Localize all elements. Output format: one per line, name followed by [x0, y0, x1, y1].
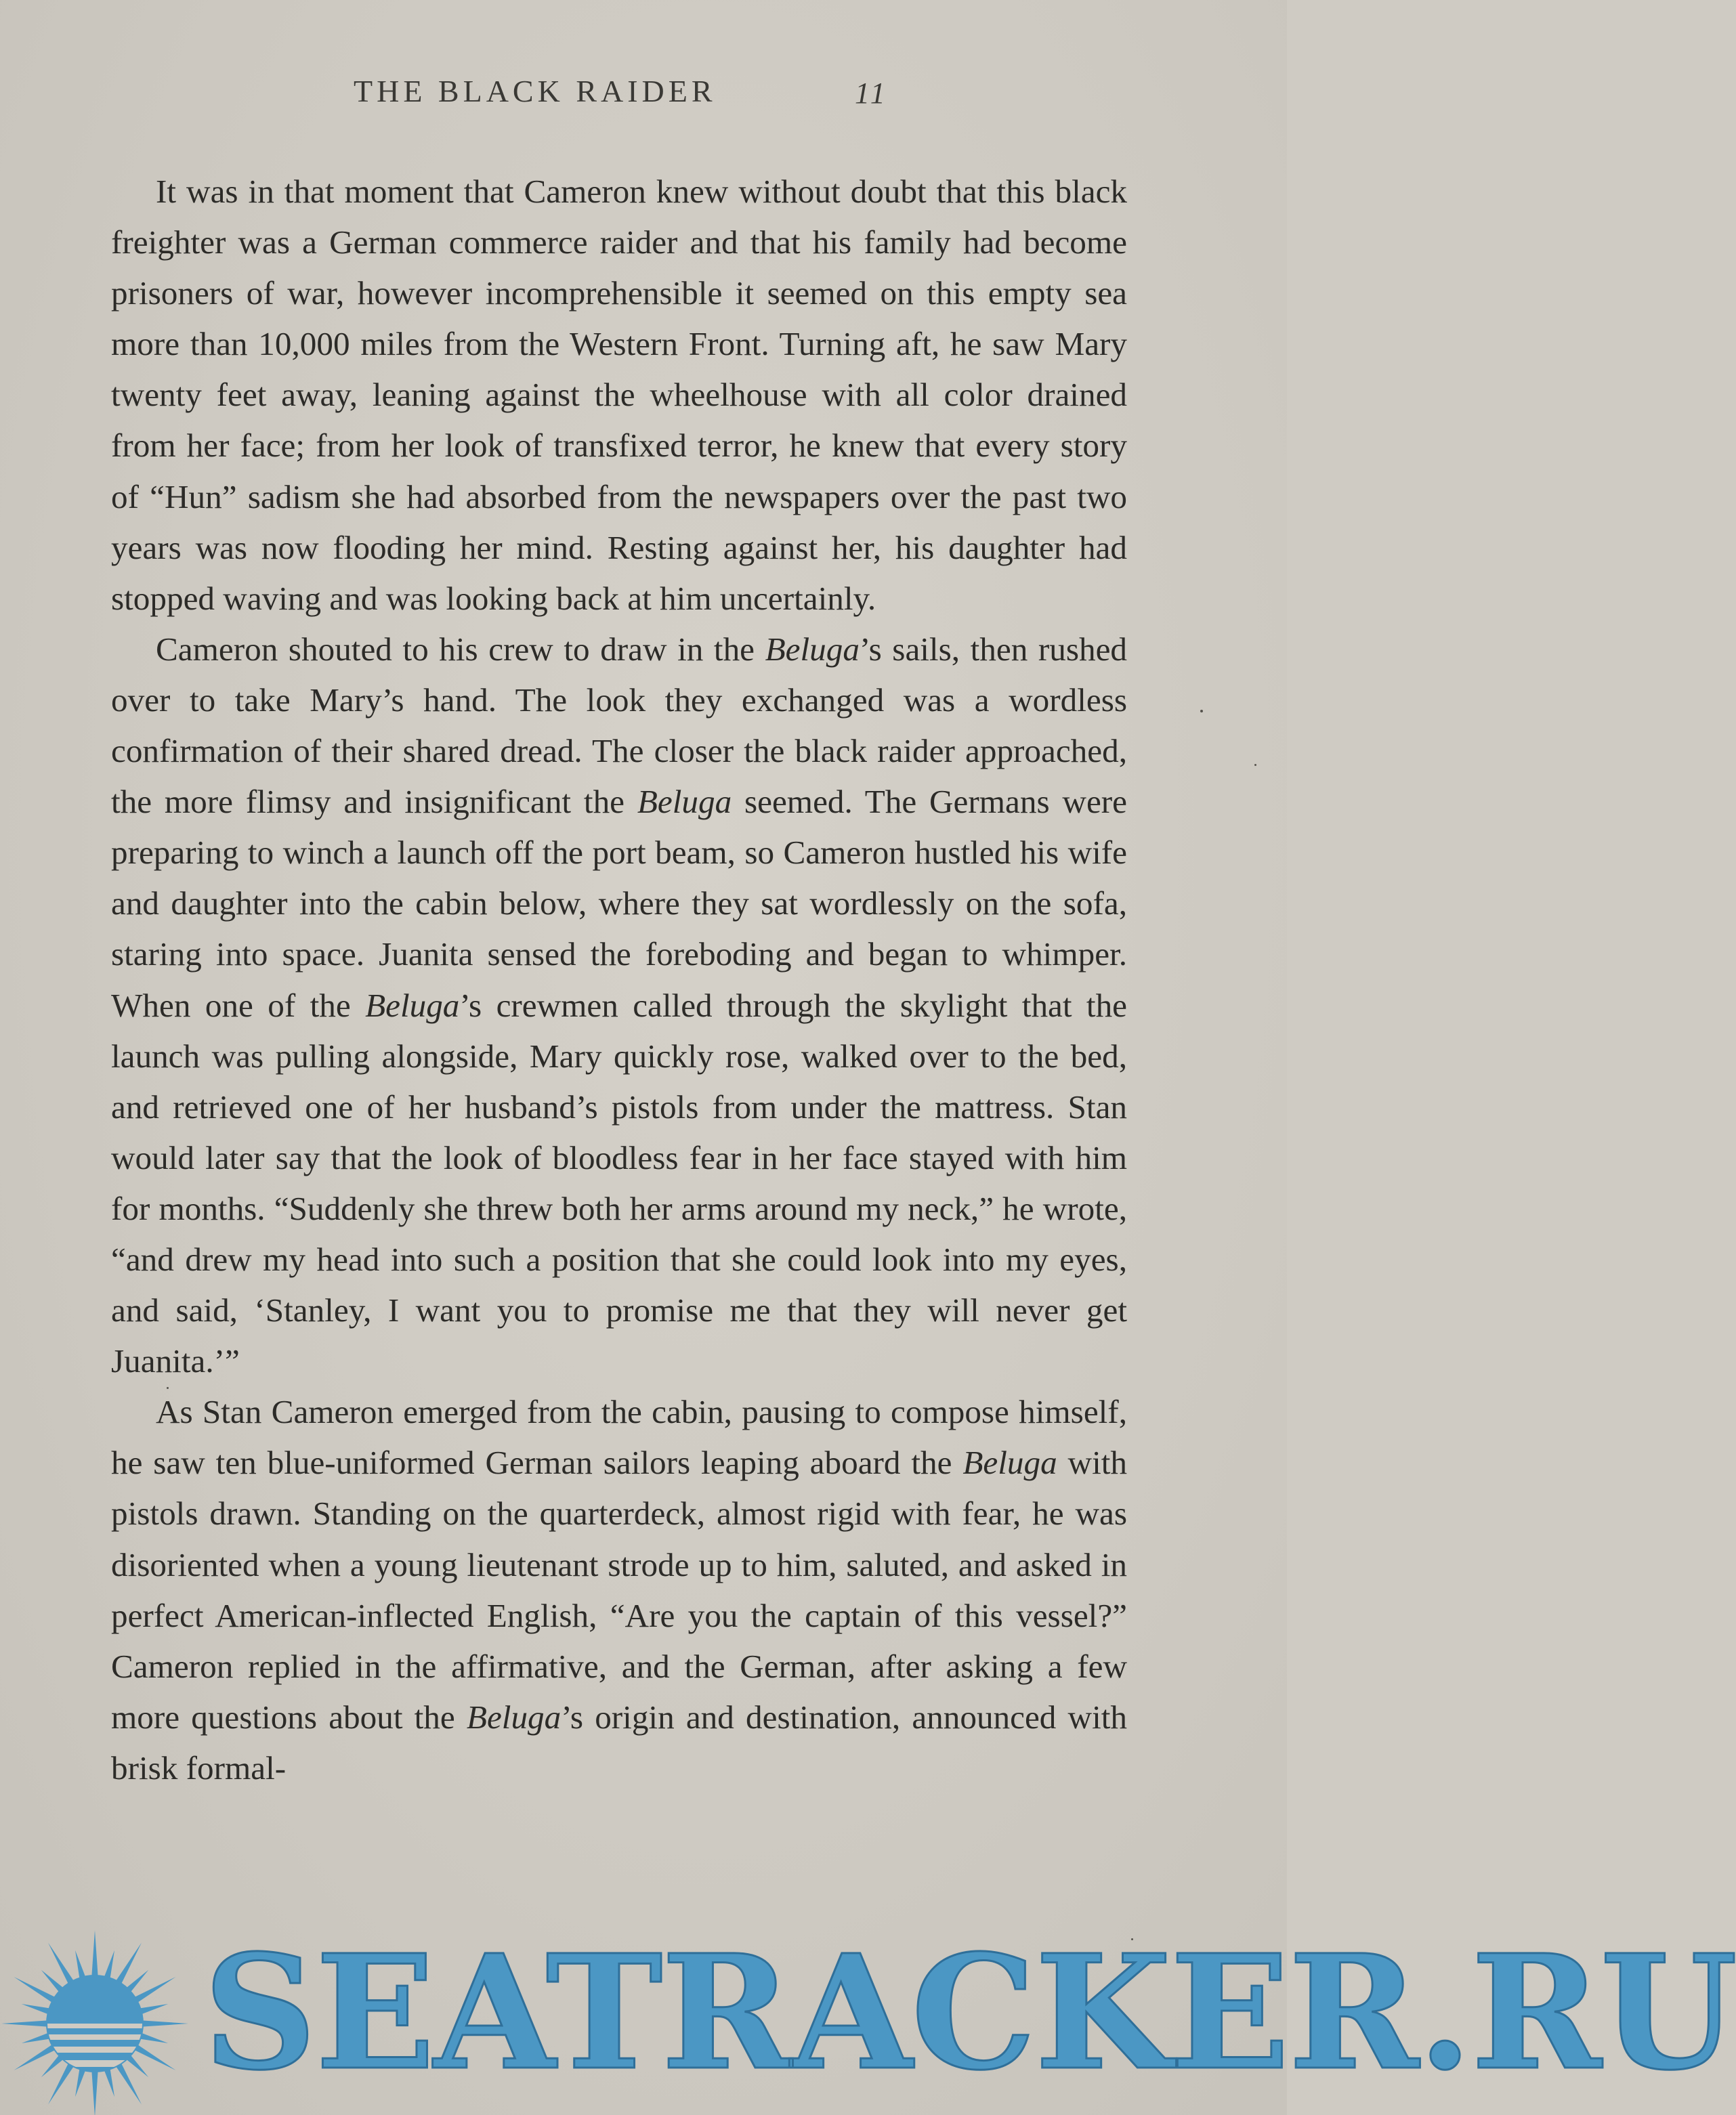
- sun-ray: [22, 2004, 51, 2015]
- paragraph-text: with pistols drawn. Standing on the quarterdeck, almost rigid with fear, he was disoriented when a young lieutenant strode up to him, saluted, and asked in perfect American-inflected English, “Are you the captain of this vessel?” Cameron replied in the affirmative, and the German, after asking a few more questions about the: [111, 1444, 1127, 1736]
- sun-ray: [104, 2067, 114, 2097]
- sun-ray: [75, 1950, 86, 1980]
- ship-name-italic: Beluga: [365, 986, 460, 1024]
- paragraph-text: ’s crewmen called through the skylight that the launch was pulling alongside, Mary quickly rose, walked over to the bed, and retrieved one of her husband’s pistols from under the mattress. Stan would later say that the look of bloodless fear in her face stayed with him for months. “Suddenly she threw both her arms around my neck,” he wrote, “and drew my head into such a position that she could look into my eyes, and said, ‘Stanley, I want you to promise me that they will never get Juanita.’”: [111, 986, 1128, 1380]
- sun-ray: [141, 2020, 188, 2027]
- paragraph-text: Cameron shouted to his crew to draw in the: [156, 630, 765, 668]
- paragraph-text: As Stan Cameron emerged from the cabin, pausing to compose himself, he saw ten blue-uniformed German sailors leaping aboard the: [111, 1393, 1127, 1482]
- paragraph-3: [111, 1386, 1127, 1793]
- sun-ray: [75, 2067, 86, 2097]
- sun-ray: [22, 2032, 51, 2043]
- ship-name-italic: Beluga: [765, 630, 860, 668]
- paper-speck: [1254, 764, 1256, 766]
- ship-name-italic: Beluga: [637, 783, 732, 821]
- sun-ray: [104, 1950, 114, 1980]
- sun-ray: [1, 2020, 49, 2027]
- running-title: THE BLACK RAIDER: [354, 74, 717, 108]
- sun-ray: [138, 2032, 168, 2043]
- paragraph-text: ’s origin and destination, announced with brisk formal-: [111, 1698, 1127, 1787]
- paragraph-text: seemed. The Germans were preparing to winch a launch off the port beam, so Cameron hustled his wife and daughter into the cabin below, where they sat wordlessly on the sofa, staring into space. Juanita sensed the foreboding and began to whimper. When one of the: [111, 783, 1127, 1024]
- paper-speck: [167, 1387, 169, 1389]
- sun-logo-icon: [0, 1922, 203, 2115]
- paper-speck: [1200, 710, 1203, 712]
- ship-name-italic: Beluga: [466, 1698, 562, 1736]
- paragraph-2: [111, 624, 1127, 1386]
- paragraph-1: [111, 166, 1127, 624]
- page-number: 11: [855, 77, 888, 110]
- watermark-text: SEATRACKER.RU: [203, 1920, 1736, 2105]
- sun-ray: [138, 2004, 168, 2015]
- paragraph-text: ’s sails, then rushed over to take Mary’s hand. The look they exchanged was a wordless confirmation of their shared dread. The closer the black raider approached, the more flimsy and insignificant the: [111, 630, 1127, 821]
- watermark: [0, 1920, 1736, 2115]
- running-head: [0, 73, 1287, 114]
- paragraph-text: It was in that moment that Cameron knew without doubt that this black freighter was a German commerce raider and that his family had become prisoners of war, however incomprehensible it seemed on this empty sea more than 10,000 miles from the Western Front. Turning aft, he saw Mary twenty feet away, leaning against the wheelhouse with all color drained from her face; from her look of transfixed terror, he knew that every story of “Hun” sadism she had absorbed from the newspapers over the past two years was now flooding her mind. Resting against her, his daughter had stopped waving and was looking back at him uncertainly.: [111, 173, 1127, 617]
- sun-ray: [91, 2070, 98, 2115]
- ship-name-italic: Beluga: [962, 1444, 1057, 1482]
- body-text: [111, 166, 1127, 1793]
- sun-ray: [91, 1930, 98, 1978]
